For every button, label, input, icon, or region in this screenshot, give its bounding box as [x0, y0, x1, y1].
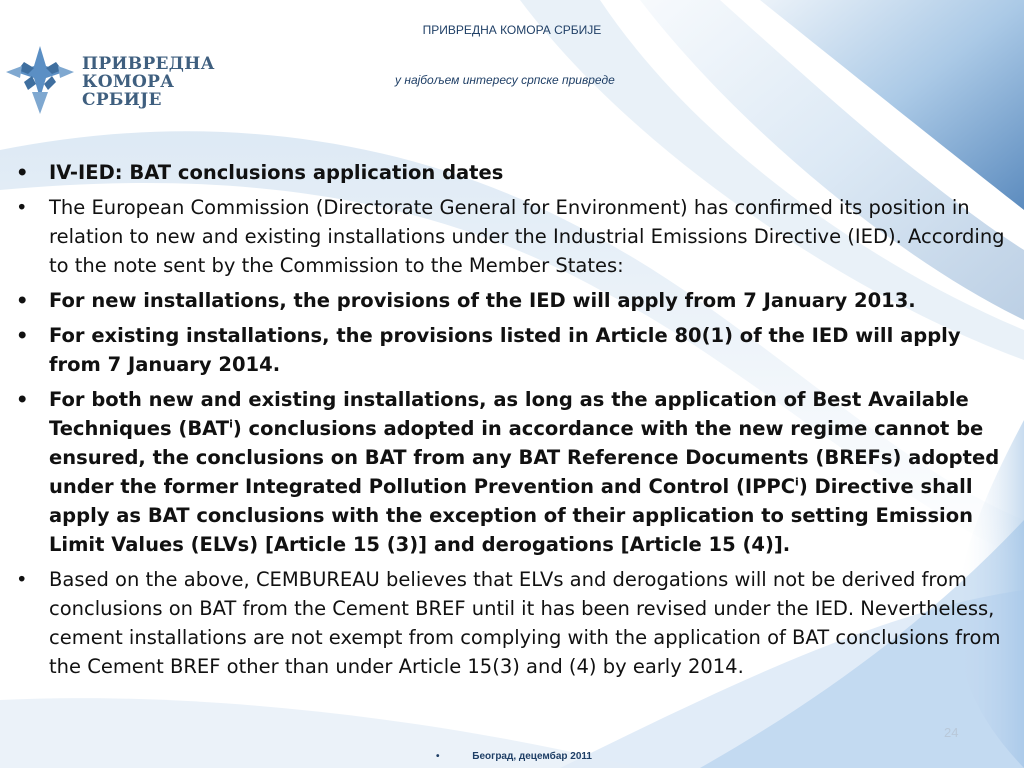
bullet-text: Based on the above, CEMBUREAU believes that ELVs and derogations will not be derived from conclusions on BAT from the Cement BREF until it has been revised under the IED. Nevertheless, cement installations are not exempt from complying with the application of BAT conclusions from the Cement BREF other than under Article 15(3) and (4) by early 2014.	[49, 568, 1001, 678]
bullet-text: For new installations, the provisions of the IED will apply from 7 January 2013.	[49, 289, 916, 312]
organization-title-text: ПРИВРЕДНА КОМОРА СРБИЈЕ	[422, 23, 602, 37]
bullet-icon: •	[16, 568, 28, 591]
bullet-text-part-2: ) conclusions adopted in accordance with the new regime cannot be ensured, the conclusions on BAT from any BAT Reference Documents (BREFs) adopted under the former Integrated Pollution Prevention and Control (IPPC	[49, 417, 1000, 498]
motto: у најбољем интересу српске привреде	[395, 73, 615, 87]
bullet-list	[16, 158, 1016, 681]
list-item	[16, 385, 1016, 559]
organization-title	[0, 23, 1024, 37]
bullet-icon: •	[16, 196, 28, 219]
bullet-text-part-3: ) Directive shall apply as BAT conclusions with the exception of their application to setting Emission Limit Values (ELVs) [Article 15 (3)] and derogations [Article 15 (4)].	[49, 475, 974, 556]
bullet-icon: •	[16, 289, 29, 312]
logo-text	[82, 55, 215, 109]
bullet-icon: •	[16, 388, 29, 411]
bullet-text: IV-IED: BAT conclusions application dates	[49, 161, 504, 184]
page-number: 24	[944, 725, 959, 740]
bullet-text: For existing installations, the provisions listed in Article 80(1) of the IED will apply from 7 January 2014.	[49, 324, 961, 376]
footnote-ref[interactable]: i	[795, 475, 799, 489]
bullet-icon: •	[16, 161, 29, 184]
list-item	[16, 193, 1016, 280]
slide-content	[16, 158, 1016, 687]
footnote-ref[interactable]: i	[229, 417, 233, 431]
bullet-icon: •	[16, 324, 29, 347]
list-item	[16, 286, 1016, 315]
footer-text: Београд, децембар 2011	[472, 751, 592, 762]
bullet-text-part-1: For both new and existing installations, as long as the application of Best Available Techniques (BAT	[49, 388, 969, 440]
list-item	[16, 565, 1016, 681]
logo-line-2: КОМОРА	[82, 72, 175, 92]
logo-line-3: СРБИЈЕ	[82, 90, 162, 110]
footer-bullet-icon: •	[436, 751, 440, 762]
list-item	[16, 321, 1016, 379]
footer	[436, 751, 592, 762]
logo-line-1: ПРИВРЕДНА	[82, 54, 215, 74]
bullet-text: The European Commission (Directorate General for Environment) has confirmed its position in relation to new and existing installations under the Industrial Emissions Directive (IED). According to the note sent by the Commission to the Member States:	[49, 196, 1005, 277]
list-item	[16, 158, 1016, 187]
